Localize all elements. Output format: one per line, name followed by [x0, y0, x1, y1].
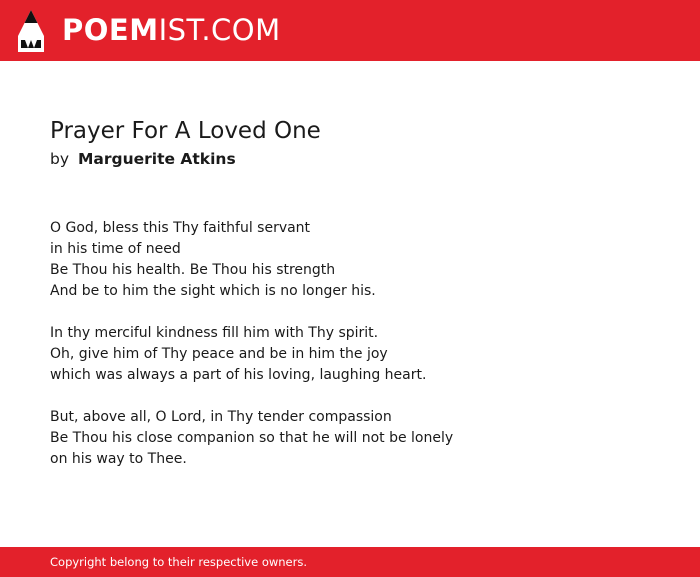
poem-line: O God, bless this Thy faithful servant: [50, 220, 311, 236]
poem-title: Prayer For A Loved One: [50, 118, 321, 144]
site-logo[interactable]: [62, 13, 281, 47]
poem-line: In thy merciful kindness fill him with Thy spirit.: [50, 325, 379, 341]
author-name: Marguerite Atkins: [77, 150, 236, 168]
site-header: [0, 0, 700, 61]
stanza: [50, 407, 670, 470]
stanza: [50, 218, 670, 302]
poem-line: which was always a part of his loving, laughing heart.: [50, 367, 427, 383]
poem-line: in his time of need: [50, 241, 181, 257]
logo-light-text: IST.COM: [158, 13, 281, 47]
poem-body: [50, 218, 670, 491]
logo-bold-text: POEM: [62, 13, 159, 47]
poem-line: But, above all, O Lord, in Thy tender compassion: [50, 409, 392, 425]
stanza: [50, 323, 670, 386]
by-label: by: [50, 150, 70, 168]
pencil-tip-icon[interactable]: [18, 10, 44, 52]
poem-line: Oh, give him of Thy peace and be in him the joy: [50, 346, 388, 362]
poem-line: And be to him the sight which is no longer his.: [50, 283, 376, 299]
site-footer: [0, 547, 700, 577]
poem-line: Be Thou his close companion so that he will not be lonely: [50, 430, 454, 446]
poem-line: Be Thou his health. Be Thou his strength: [50, 262, 336, 278]
copyright-text: Copyright belong to their respective owners.: [50, 555, 308, 569]
byline: [50, 148, 236, 170]
poem-line: on his way to Thee.: [50, 451, 187, 467]
